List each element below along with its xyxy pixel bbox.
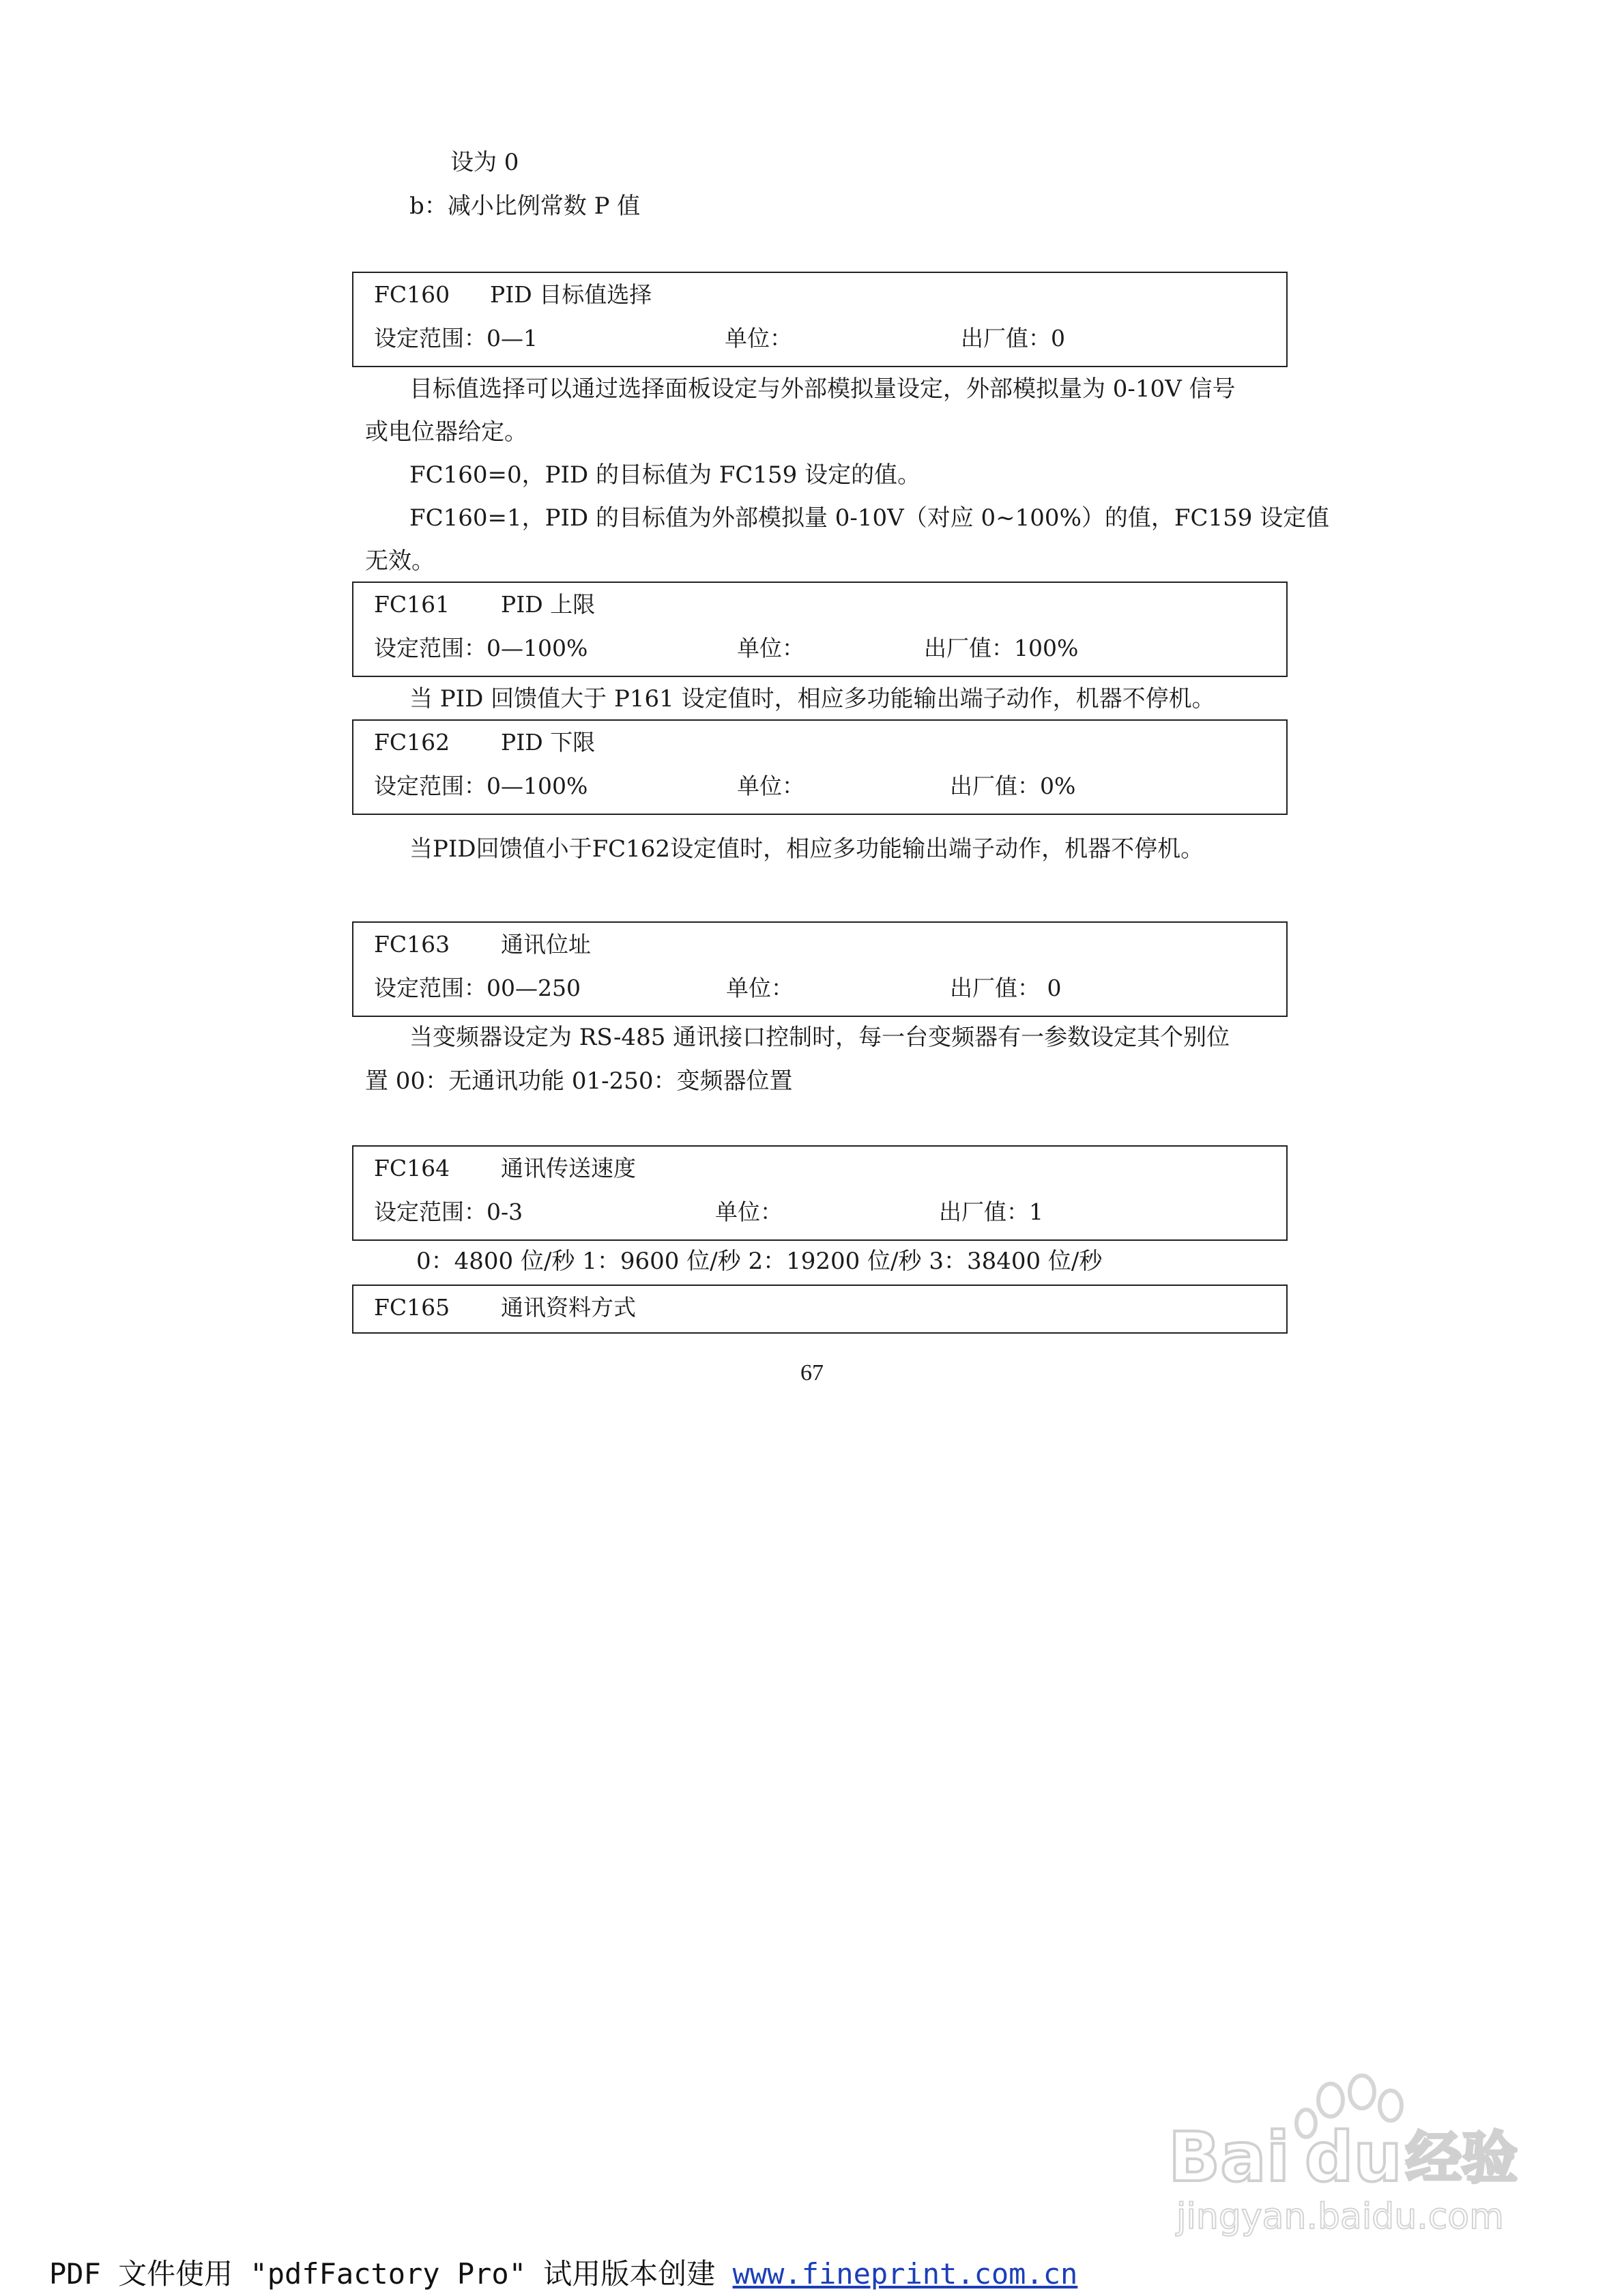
- param-default: 出厂值：0: [961, 325, 1065, 351]
- param-name: 通讯位址: [501, 931, 591, 958]
- param-name: 通讯传送速度: [501, 1155, 636, 1181]
- param-box-fc165: [352, 1285, 1288, 1334]
- footer-link[interactable]: www.fineprint.com.cn: [732, 2257, 1078, 2291]
- param-unit: 单位：: [715, 1199, 783, 1225]
- fc160-desc-2: FC160=0，PID 的目标值为 FC159 设定的值。: [409, 461, 921, 489]
- watermark-du: du: [1305, 2117, 1402, 2197]
- param-range: 设定范围：0—1: [374, 325, 538, 351]
- param-default: 出厂值：0%: [950, 773, 1076, 799]
- intro-line-2: b：减小比例常数 P 值: [409, 192, 641, 220]
- baidu-jingyan-watermark: [1160, 2065, 1542, 2242]
- param-name: PID 目标值选择: [490, 281, 652, 308]
- param-box-fc163: [352, 921, 1288, 1017]
- watermark-jingyan: 经验: [1406, 2126, 1518, 2191]
- footer-text: PDF 文件使用 "pdfFactory Pro" 试用版本创建: [49, 2257, 733, 2291]
- param-name: 通讯资料方式: [501, 1294, 636, 1321]
- param-unit: 单位：: [737, 635, 804, 661]
- fc161-desc: 当 PID 回馈值大于 P161 设定值时，相应多功能输出端子动作，机器不停机。: [409, 685, 1215, 713]
- param-box-fc164: [352, 1145, 1288, 1241]
- param-name: PID 下限: [501, 729, 596, 756]
- param-range: 设定范围：0—100%: [374, 773, 588, 799]
- param-unit: 单位：: [725, 325, 792, 351]
- pdf-footer: [49, 2258, 1077, 2291]
- fc164-desc: 0：4800 位/秒 1：9600 位/秒 2：19200 位/秒 3：38400 位/秒: [416, 1248, 1103, 1275]
- intro-line-1: 设为 0: [450, 149, 519, 176]
- param-range: 设定范围：0-3: [374, 1199, 523, 1225]
- param-code: FC164: [374, 1155, 450, 1181]
- fc160-desc-3b: 无效。: [365, 547, 435, 575]
- param-code: FC165: [374, 1294, 450, 1321]
- watermark-url: jingyan.baidu.com: [1176, 2196, 1504, 2237]
- param-range: 设定范围：0—100%: [374, 635, 588, 661]
- param-name: PID 上限: [501, 591, 596, 618]
- param-code: FC161: [374, 591, 450, 618]
- paw-logo-icon: [1160, 2065, 1542, 2242]
- param-code: FC163: [374, 931, 450, 958]
- param-default: 出厂值：1: [939, 1199, 1043, 1225]
- param-box-fc161: [352, 582, 1288, 677]
- fc160-desc-1a: 目标值选择可以通过选择面板设定与外部模拟量设定，外部模拟量为 0-10V 信号: [409, 375, 1236, 403]
- watermark-brand: Bai: [1168, 2117, 1290, 2197]
- param-default: 出厂值：100%: [924, 635, 1079, 661]
- fc162-desc: 当PID回馈值小于FC162设定值时，相应多功能输出端子动作，机器不停机。: [409, 835, 1204, 863]
- param-box-fc160: [352, 272, 1288, 367]
- param-default: 出厂值： 0: [950, 975, 1062, 1001]
- param-range: 设定范围：00—250: [374, 975, 581, 1001]
- param-unit: 单位：: [737, 773, 804, 799]
- param-box-fc162: [352, 719, 1288, 815]
- page-number: 67: [800, 1360, 824, 1386]
- fc160-desc-1b: 或电位器给定。: [365, 418, 527, 446]
- fc163-desc-a: 当变频器设定为 RS-485 通讯接口控制时，每一台变频器有一参数设定其个别位: [409, 1024, 1230, 1051]
- fc163-desc-b: 置 00：无通讯功能 01-250：变频器位置: [365, 1067, 793, 1095]
- param-code: FC160: [374, 281, 450, 308]
- fc160-desc-3a: FC160=1，PID 的目标值为外部模拟量 0-10V（对应 0~100%）的值，FC159 设定值: [409, 504, 1330, 532]
- param-unit: 单位：: [726, 975, 794, 1001]
- param-code: FC162: [374, 729, 450, 756]
